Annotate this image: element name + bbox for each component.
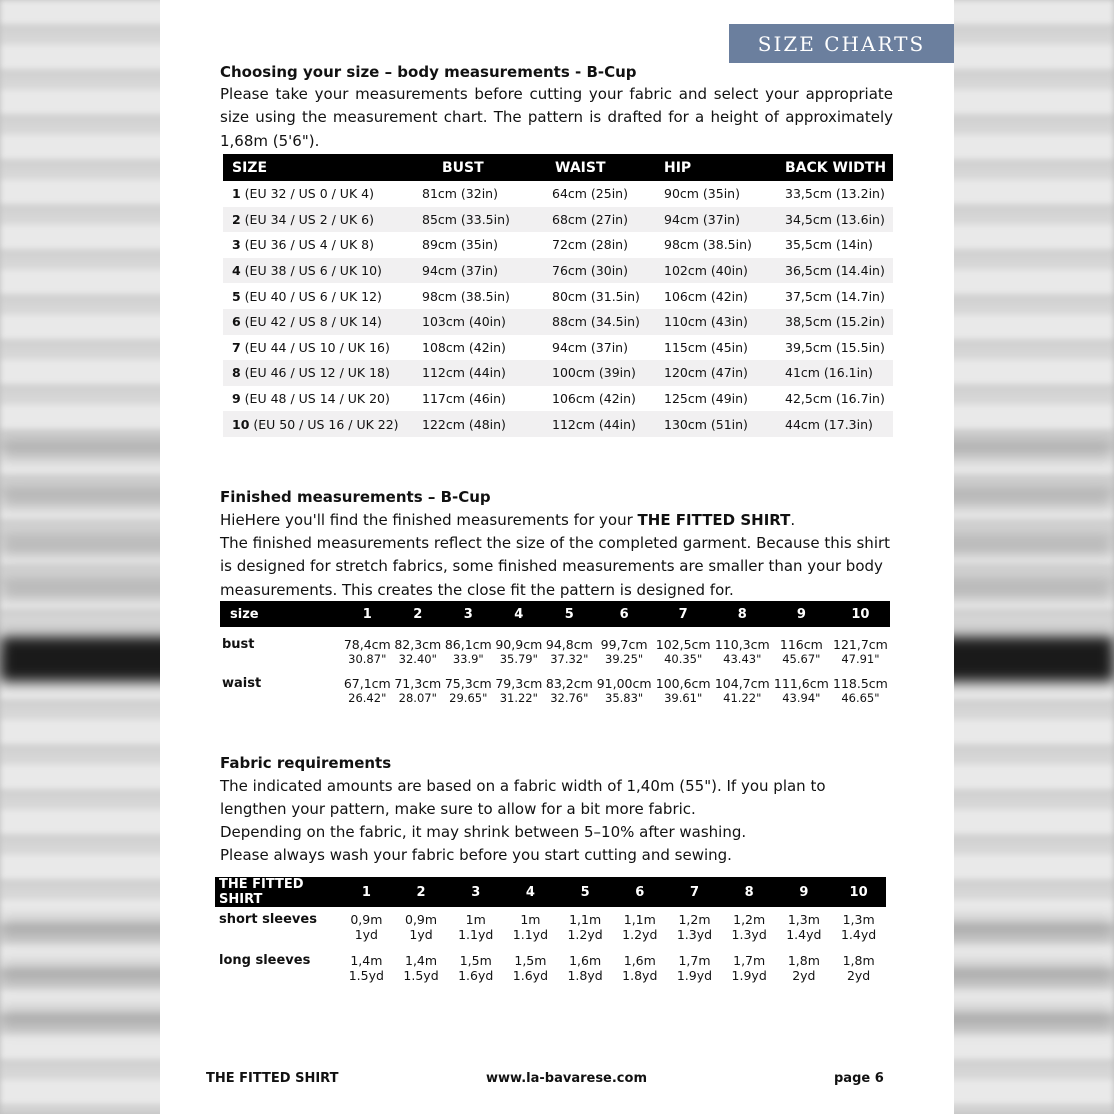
fabric-cell — [831, 942, 886, 983]
row-label: short sleeves — [219, 912, 317, 927]
table-header-row — [215, 877, 886, 907]
row-label: waist — [222, 676, 262, 691]
value-cm: 118.5cm — [833, 676, 888, 691]
size-equivalents: (EU 50 / US 16 / UK 22) — [249, 416, 399, 432]
measurement-cell — [831, 667, 890, 706]
bust-cell: 122cm (48in) — [422, 411, 552, 437]
measurement-cell — [393, 627, 444, 667]
size-number: 3 — [232, 237, 241, 253]
size-cell — [223, 283, 422, 309]
value-yd: 1yd — [409, 927, 433, 942]
column-header-size-number: 8 — [713, 601, 772, 627]
value-yd: 2yd — [792, 968, 816, 983]
fabric-cell — [667, 942, 722, 983]
size-equivalents: (EU 36 / US 4 / UK 8) — [240, 237, 374, 253]
footer-title: THE FITTED SHIRT — [206, 1071, 339, 1086]
fabric-paragraph-3: Please always wash your fabric before you start cutting and sewing. — [220, 846, 732, 864]
value-yd: 1.5yd — [403, 968, 439, 983]
value-in: 43.43" — [723, 652, 762, 666]
value-in: 28.07" — [398, 691, 437, 705]
column-header-size: SIZE — [223, 154, 422, 181]
column-header-size-number: 4 — [494, 601, 545, 627]
hip-cell: 120cm (47in) — [664, 360, 785, 386]
bust-cell: 89cm (35in) — [422, 237, 498, 253]
fabric-cell — [394, 942, 449, 983]
measurement-cell — [544, 667, 595, 706]
size-number: 5 — [232, 288, 241, 304]
value-m: 1,8m — [787, 953, 820, 968]
hip-cell: 90cm (35in) — [664, 186, 740, 202]
value-yd: 1.5yd — [348, 968, 384, 983]
table-header-row — [223, 154, 893, 181]
waist-cell: 106cm (42in) — [552, 391, 636, 407]
fabric-cell — [448, 907, 503, 942]
column-header-size-number: 3 — [443, 601, 494, 627]
value-m: 0,9m — [350, 912, 383, 927]
value-m: 1,2m — [733, 912, 766, 927]
column-header-size-number: 2 — [394, 877, 449, 907]
bust-cell: 112cm (44in) — [422, 360, 552, 386]
column-header-size: size — [220, 601, 342, 627]
waist-cell: 72cm (28in) — [552, 237, 628, 253]
value-cm: 79,3cm — [495, 676, 543, 691]
size-cell — [223, 207, 422, 233]
measurement-cell — [494, 667, 545, 706]
value-in: 35.79" — [499, 652, 538, 666]
value-cm: 86,1cm — [444, 637, 492, 652]
value-in: 37.32" — [550, 652, 589, 666]
fabric-cell — [667, 907, 722, 942]
value-cm: 71,3cm — [394, 676, 442, 691]
size-cell — [223, 411, 422, 437]
table-row — [215, 942, 886, 983]
value-cm: 102,5cm — [655, 637, 711, 652]
fabric-cell — [503, 907, 558, 942]
column-header-size-number: 10 — [831, 877, 886, 907]
value-m: 1,1m — [623, 912, 656, 927]
value-yd: 1.8yd — [567, 968, 603, 983]
table-row — [223, 411, 893, 437]
table-row — [223, 386, 893, 412]
value-yd: 1.2yd — [622, 927, 658, 942]
table-row — [223, 181, 893, 207]
back-cell: 36,5cm (14.4in) — [785, 258, 893, 284]
bust-cell: 103cm (40in) — [422, 309, 552, 335]
measurement-cell — [443, 667, 494, 706]
size-number: 7 — [232, 339, 241, 355]
size-equivalents: (EU 48 / US 14 / UK 20) — [240, 391, 390, 407]
fabric-paragraph-1: The indicated amounts are based on a fabric width of 1,40m (55"). If you plan to lengthen your pattern, make sure to allow for a bit more fabric. — [220, 777, 826, 819]
value-in: 31.22" — [499, 691, 538, 705]
fabric-cell — [339, 907, 394, 942]
value-in: 41.22" — [723, 691, 762, 705]
column-header-bust: BUST — [422, 154, 552, 181]
value-yd: 1.6yd — [458, 968, 494, 983]
size-number: 6 — [232, 314, 241, 330]
size-equivalents: (EU 34 / US 2 / UK 6) — [240, 211, 374, 227]
hip-cell: 94cm (37in) — [664, 207, 785, 233]
back-cell: 44cm (17.3in) — [785, 411, 893, 437]
fabric-paragraph-2: Depending on the fabric, it may shrink between 5–10% after washing. — [220, 823, 747, 841]
value-m: 1,1m — [569, 912, 602, 927]
measurement-cell — [595, 667, 654, 706]
row-label: long sleeves — [219, 953, 311, 968]
fabric-cell — [777, 907, 832, 942]
finished-measurements-line1 — [220, 509, 893, 532]
measurement-cell — [393, 667, 444, 706]
fabric-requirements-heading: Fabric requirements — [220, 754, 392, 772]
table-row — [223, 232, 893, 258]
value-m: 1,4m — [405, 953, 438, 968]
finished-measurements-heading: Finished measurements – B-Cup — [220, 488, 491, 506]
row-label: bust — [222, 637, 255, 652]
waist-cell: 94cm (37in) — [552, 339, 628, 355]
column-header-size-number: 3 — [448, 877, 503, 907]
value-yd: 1yd — [354, 927, 378, 942]
value-yd: 1.2yd — [567, 927, 603, 942]
hip-cell: 115cm (45in) — [664, 339, 748, 355]
fabric-cell — [503, 942, 558, 983]
value-cm: 121,7cm — [833, 637, 888, 652]
column-header-size-number: 5 — [544, 601, 595, 627]
bust-cell: 85cm (33.5in) — [422, 207, 552, 233]
column-header-size-number: 5 — [558, 877, 613, 907]
fabric-cell — [777, 942, 832, 983]
column-header-size-number: 1 — [339, 877, 394, 907]
waist-cell: 76cm (30in) — [552, 258, 664, 284]
table-row — [223, 335, 893, 361]
value-cm: 78,4cm — [343, 637, 391, 652]
hip-cell: 102cm (40in) — [664, 258, 785, 284]
back-cell: 35,5cm (14in) — [785, 237, 873, 253]
body-measurements-intro: Please take your measurements before cutting your fabric and select your appropriate size using the measurement chart. The pattern is drafted for a height of approximately 1,68m (5'6"). — [220, 85, 893, 150]
table-row — [223, 360, 893, 386]
value-cm: 83,2cm — [545, 676, 593, 691]
value-cm: 91,00cm — [596, 676, 652, 691]
table-row — [215, 907, 886, 942]
table-row — [220, 667, 890, 706]
finished-measurements-table — [220, 601, 890, 706]
column-header-hip: HIP — [664, 154, 785, 181]
measurement-cell — [772, 667, 831, 706]
size-number: 9 — [232, 391, 241, 407]
value-cm: 90,9cm — [495, 637, 543, 652]
size-cell — [223, 181, 422, 207]
measurement-cell — [654, 627, 713, 667]
measurement-cell — [544, 627, 595, 667]
size-cell — [223, 335, 422, 361]
size-number: 2 — [232, 211, 241, 227]
fabric-cell — [831, 907, 886, 942]
value-yd: 1.1yd — [512, 927, 549, 942]
value-m: 1,2m — [678, 912, 711, 927]
value-in: 32.76" — [550, 691, 589, 705]
column-header-size-number: 7 — [654, 601, 713, 627]
value-m: 1m — [465, 912, 486, 927]
waist-cell: 112cm (44in) — [552, 411, 664, 437]
fabric-cell — [612, 942, 667, 983]
column-header-size-number: 7 — [667, 877, 722, 907]
column-header-size-number: 10 — [831, 601, 890, 627]
waist-cell: 100cm (39in) — [552, 360, 664, 386]
size-equivalents: (EU 32 / US 0 / UK 4) — [240, 186, 374, 202]
column-header-size-number: 9 — [777, 877, 832, 907]
waist-cell: 68cm (27in) — [552, 207, 664, 233]
fabric-cell — [558, 942, 613, 983]
value-cm: 94,8cm — [545, 637, 593, 652]
table-row — [223, 283, 893, 309]
finished-measurements-paragraph: The finished measurements reflect the size of the completed garment. Because this shirt is designed for stretch fabrics, some finished measurements are smaller than your body measurements. This creates the close fit the pattern is designed for. — [220, 534, 891, 599]
column-header-size-number: 4 — [503, 877, 558, 907]
body-measurements-heading: Choosing your size – body measurements - B-Cup — [220, 63, 637, 81]
value-m: 1,8m — [842, 953, 875, 968]
value-in: 29.65" — [449, 691, 488, 705]
measurement-cell — [654, 667, 713, 706]
size-number: 10 — [232, 416, 250, 432]
size-cell — [223, 258, 422, 284]
back-cell: 33,5cm (13.2in) — [785, 186, 885, 202]
value-in: 32.40" — [398, 652, 437, 666]
value-yd: 1.8yd — [622, 968, 658, 983]
back-cell: 39,5cm (15.5in) — [785, 339, 885, 355]
value-cm: 82,3cm — [394, 637, 442, 652]
value-yd: 1.4yd — [840, 927, 877, 942]
size-equivalents: (EU 40 / US 6 / UK 12) — [240, 288, 382, 304]
measurement-cell — [595, 627, 654, 667]
value-cm: 99,7cm — [600, 637, 648, 652]
measurement-cell — [713, 667, 772, 706]
fabric-cell — [612, 907, 667, 942]
fabric-cell — [394, 907, 449, 942]
hip-cell: 125cm (49in) — [664, 391, 748, 407]
hip-cell: 110cm (43in) — [664, 309, 785, 335]
value-m: 1,3m — [787, 912, 820, 927]
column-header-size-number: 1 — [342, 601, 393, 627]
value-m: 1,6m — [623, 953, 656, 968]
size-number: 4 — [232, 263, 241, 279]
measurement-cell — [342, 627, 393, 667]
value-in: 43.94" — [782, 691, 821, 705]
column-header-size-number: 8 — [722, 877, 777, 907]
size-number: 1 — [232, 186, 241, 202]
value-yd: 1.3yd — [676, 927, 713, 942]
value-in: 40.35" — [664, 652, 703, 666]
waist-cell: 64cm (25in) — [552, 186, 628, 202]
measurement-cell — [494, 627, 545, 667]
measurement-cell — [713, 627, 772, 667]
size-equivalents: (EU 46 / US 12 / UK 18) — [240, 365, 390, 381]
value-yd: 1.3yd — [731, 927, 767, 942]
size-cell — [223, 232, 422, 258]
table-header-row — [220, 601, 890, 627]
measurement-cell — [831, 627, 890, 667]
value-cm: 67,1cm — [343, 676, 391, 691]
column-header-size-number: 6 — [595, 601, 654, 627]
value-cm: 116cm — [779, 637, 823, 652]
size-equivalents: (EU 38 / US 6 / UK 10) — [240, 263, 382, 279]
size-equivalents: (EU 44 / US 10 / UK 16) — [240, 339, 390, 355]
size-cell — [223, 386, 422, 412]
table-row — [223, 207, 893, 233]
back-cell: 42,5cm (16.7in) — [785, 391, 885, 407]
table-row — [223, 258, 893, 284]
footer-page-number: page 6 — [834, 1071, 884, 1086]
bust-cell: 108cm (42in) — [422, 339, 506, 355]
bust-cell: 81cm (32in) — [422, 186, 498, 202]
size-cell — [223, 309, 422, 335]
value-yd: 1.6yd — [512, 968, 549, 983]
value-cm: 111,6cm — [773, 676, 829, 691]
size-number: 8 — [232, 365, 241, 381]
measurement-cell — [443, 627, 494, 667]
value-in: 46.65" — [841, 691, 880, 705]
value-in: 39.25" — [605, 652, 644, 666]
value-m: 1,3m — [842, 912, 875, 927]
column-header-pattern: THE FITTED SHIRT — [215, 877, 339, 907]
finished-line1-end: . — [790, 511, 796, 529]
fabric-cell — [339, 942, 394, 983]
hip-cell: 106cm (42in) — [664, 288, 748, 304]
table-row — [223, 309, 893, 335]
bust-cell: 98cm (38.5in) — [422, 288, 510, 304]
hip-cell: 98cm (38.5in) — [664, 237, 752, 253]
document-page — [160, 0, 954, 1114]
value-in: 47.91" — [841, 652, 880, 666]
bust-cell: 94cm (37in) — [422, 258, 552, 284]
value-in: 35.83" — [605, 691, 644, 705]
value-in: 39.61" — [664, 691, 703, 705]
footer-website: www.la-bavarese.com — [486, 1071, 647, 1086]
value-m: 0,9m — [405, 912, 438, 927]
value-m: 1,6m — [569, 953, 602, 968]
fabric-cell — [722, 907, 777, 942]
pattern-name: THE FITTED SHIRT — [637, 511, 791, 529]
value-m: 1,7m — [733, 953, 766, 968]
hip-cell: 130cm (51in) — [664, 411, 785, 437]
column-header-size-number: 6 — [612, 877, 667, 907]
waist-cell: 88cm (34.5in) — [552, 309, 664, 335]
value-cm: 75,3cm — [444, 676, 492, 691]
value-cm: 104,7cm — [714, 676, 770, 691]
size-equivalents: (EU 42 / US 8 / UK 14) — [240, 314, 382, 330]
column-header-back-width: BACK WIDTH — [785, 154, 893, 181]
measurement-cell — [342, 667, 393, 706]
back-cell: 37,5cm (14.7in) — [785, 288, 885, 304]
back-cell: 34,5cm (13.6in) — [785, 207, 893, 233]
value-cm: 110,3cm — [714, 637, 770, 652]
value-yd: 1.9yd — [676, 968, 713, 983]
measurement-cell — [772, 627, 831, 667]
fabric-requirements-table — [215, 877, 886, 983]
value-yd: 1.1yd — [458, 927, 494, 942]
value-in: 26.42" — [348, 691, 387, 705]
value-m: 1,7m — [678, 953, 711, 968]
value-in: 33.9" — [452, 652, 484, 666]
fabric-cell — [722, 942, 777, 983]
finished-line1-text: HieHere you'll find the finished measurements for your — [220, 511, 638, 529]
fabric-cell — [558, 907, 613, 942]
value-m: 1,5m — [514, 953, 547, 968]
back-cell: 38,5cm (15.2in) — [785, 309, 893, 335]
column-header-waist: WAIST — [552, 154, 664, 181]
value-m: 1,5m — [459, 953, 492, 968]
bust-cell: 117cm (46in) — [422, 391, 506, 407]
value-yd: 1.4yd — [786, 927, 822, 942]
waist-cell: 80cm (31.5in) — [552, 288, 640, 304]
body-measurements-table — [223, 154, 893, 437]
fabric-cell — [448, 942, 503, 983]
value-yd: 2yd — [846, 968, 871, 983]
size-cell — [223, 360, 422, 386]
value-in: 30.87" — [348, 652, 387, 666]
table-row — [220, 627, 890, 667]
value-m: 1,4m — [350, 953, 383, 968]
value-in: 45.67" — [782, 652, 821, 666]
value-yd: 1.9yd — [731, 968, 767, 983]
back-cell: 41cm (16.1in) — [785, 360, 893, 386]
size-charts-tag: SIZE CHARTS — [729, 24, 954, 63]
value-cm: 100,6cm — [655, 676, 711, 691]
column-header-size-number: 2 — [393, 601, 444, 627]
value-m: 1m — [520, 912, 541, 927]
column-header-size-number: 9 — [772, 601, 831, 627]
